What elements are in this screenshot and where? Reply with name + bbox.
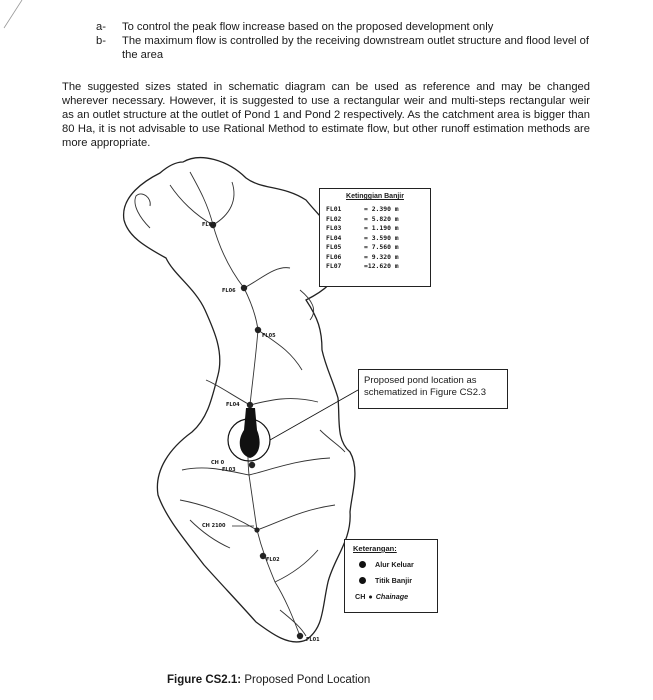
level-value: =12.620 m	[364, 262, 399, 270]
callout-leader	[270, 390, 358, 440]
level-value: = 1.190 m	[364, 224, 399, 232]
level-code: FL03	[326, 224, 342, 232]
flood-level-table	[319, 188, 431, 287]
map-label-fl06: FL06	[222, 288, 236, 294]
caption-text: Proposed Pond Location	[244, 674, 371, 686]
map-label-fl03: FL03	[222, 467, 236, 473]
flood-point-fl05	[255, 327, 261, 333]
level-value: = 5.820 m	[364, 214, 399, 223]
map-label-fl02: FL02	[266, 557, 280, 563]
legend-label: Titik Banjir	[375, 576, 413, 585]
table-row	[326, 224, 399, 234]
map-label-fl01: FL01	[306, 637, 320, 643]
table-row	[326, 262, 399, 272]
caption-number: Figure CS2.1:	[167, 674, 242, 686]
bullet-icon: ●	[368, 592, 373, 601]
map-label-fl07: FL07	[202, 222, 216, 228]
flood-point-fl04	[247, 402, 253, 408]
map-label-fl04: FL04	[226, 402, 240, 408]
map-label-fl05: FL05	[262, 333, 276, 339]
flood-level-title: Ketinggian Banjir	[346, 193, 404, 200]
chainage-point	[254, 527, 259, 532]
flood-point-fl03	[249, 462, 255, 468]
flood-point-dot-icon	[359, 577, 366, 584]
map-label-ch2100: CH 2100	[202, 523, 226, 529]
map-label-ch0: CH 0	[211, 460, 225, 466]
flood-point-fl06	[241, 285, 247, 291]
level-code: FL06	[326, 252, 342, 261]
level-code: FL02	[326, 214, 342, 223]
legend-item-outlet	[359, 560, 437, 569]
level-value: = 3.590 m	[364, 233, 399, 242]
legend-label: Alur Keluar	[375, 560, 414, 569]
figure-caption	[167, 674, 370, 686]
flood-point-fl01	[297, 633, 303, 639]
pond-callout-box: Proposed pond location as schematized in Figure CS2.3	[358, 369, 508, 409]
legend-abbr: CH	[355, 592, 366, 601]
level-value: = 7.560 m	[364, 243, 399, 251]
flood-level-rows	[326, 205, 399, 272]
list-marker: b-	[96, 35, 106, 47]
legend-item-chainage	[355, 592, 437, 601]
level-code: FL07	[326, 262, 342, 270]
legend-item-flood-point	[359, 576, 437, 585]
level-code: FL05	[326, 243, 342, 251]
table-row	[326, 234, 399, 244]
page-crease	[4, 0, 22, 28]
table-row	[326, 215, 399, 225]
level-value: = 2.390 m	[364, 205, 399, 213]
list-marker: a-	[96, 21, 106, 33]
list-text: To control the peak flow increase based on the proposed development only	[122, 21, 494, 33]
table-row	[326, 205, 399, 215]
level-code: FL01	[326, 205, 342, 213]
body-paragraph: The suggested sizes stated in schematic diagram can be used as reference and may be changed wherever necessary. However, it is suggested to use a rectangular weir and multi-steps rectangular weir as an outlet structure at the outlet of Pond 1 and Pond 2 respectively. As the catchment area is bigger than 80 Ha, it is not advisable to use Rational Method to estimate flow, but other runoff estimation methods are more appropriate.	[62, 81, 590, 149]
table-row	[326, 243, 399, 253]
list-text: The maximum flow is controlled by the receiving downstream outlet structure and flood level of the area	[122, 35, 589, 61]
legend-label: Chainage	[375, 592, 409, 601]
legend-box	[344, 539, 438, 613]
level-value: = 9.320 m	[364, 252, 399, 261]
pond-shape	[240, 408, 260, 458]
legend-title: Keterangan:	[353, 544, 397, 553]
level-code: FL04	[326, 233, 342, 242]
table-row	[326, 253, 399, 263]
outlet-dot-icon	[359, 561, 366, 568]
